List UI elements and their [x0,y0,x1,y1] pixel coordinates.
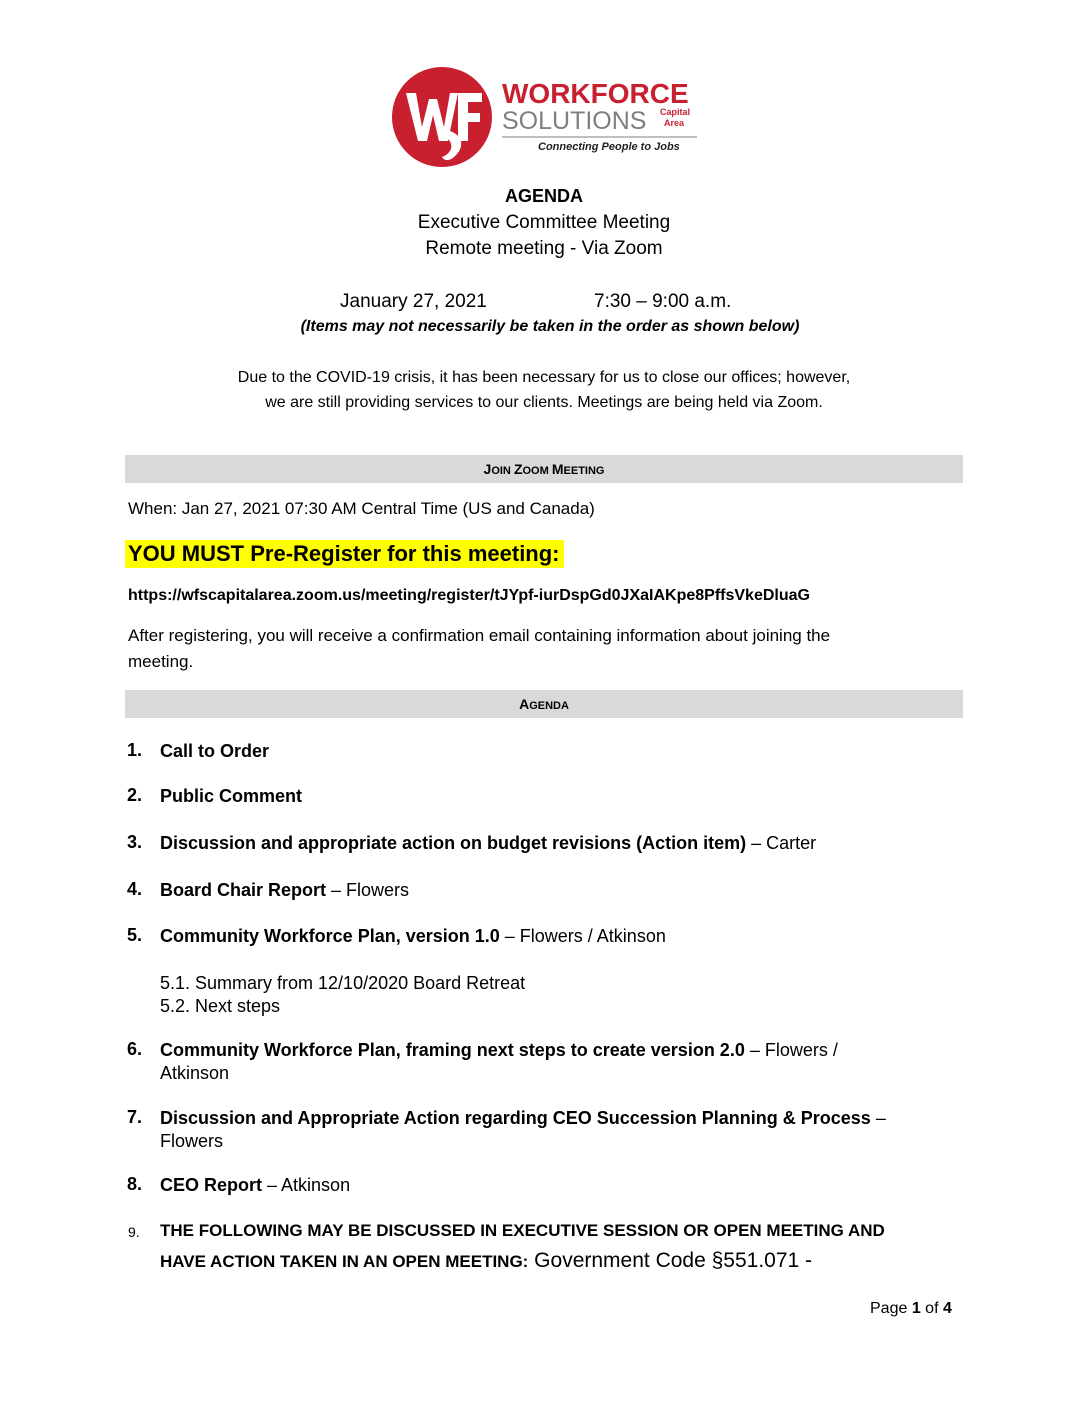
agenda-item-number: 3. [127,832,143,852]
agenda-item-number: 5. [127,925,143,945]
agenda-item: Board Chair Report – Flowers [160,880,410,900]
covid-notice-line1: Due to the COVID-19 crisis, it has been necessary for us to close our offices; however, [237,369,851,386]
agenda-item-number: 2. [127,785,143,805]
agenda-item: Discussion and Appropriate Action regarding CEO Succession Planning & Process – Flowers [160,1108,886,1151]
agenda-item-number: 6. [127,1039,143,1059]
meeting-location: Remote meeting - Via Zoom [425,238,663,259]
logo-tagline: Connecting People to Jobs [538,141,680,153]
agenda-sub-item: 5.1. Summary from 12/10/2020 Board Retreat [160,973,526,993]
order-note: (Items may not necessarily be taken in the order as shown below) [300,318,800,335]
agenda-item: Community Workforce Plan, version 1.0 – Flowers / Atkinson [160,926,666,946]
page-title: AGENDA [504,186,583,206]
agenda-item: THE FOLLOWING MAY BE DISCUSSED IN EXECUTIVE SESSION OR OPEN MEETING AND [160,1221,885,1240]
covid-notice-line2: we are still providing services to our clients. Meetings are being held via Zoom. [265,394,823,411]
agenda-item-number: 1. [127,740,143,760]
join-zoom-section-header: JOIN ZOOM MEETING [125,455,963,483]
meeting-name: Executive Committee Meeting [417,212,671,233]
page-number: Page 1 of 4 [870,1300,952,1317]
registration-info-line2: meeting. [128,652,194,671]
preregister-callout: YOU MUST Pre-Register for this meeting: [125,540,564,568]
agenda-item-number: 4. [127,879,143,899]
agenda-item: Discussion and appropriate action on budget revisions (Action item) – Carter [160,833,817,853]
agenda-item: Public Comment [160,786,303,806]
logo-region1: Capital [660,107,691,117]
meeting-date: January 27, 2021 [340,291,487,312]
agenda-item: Call to Order [160,741,270,761]
agenda-item-number: 7. [127,1107,143,1127]
agenda-item: Community Workforce Plan, framing next steps to create version 2.0 – Flowers / Atkinson [160,1040,838,1083]
agenda-item-continuation: HAVE ACTION TAKEN IN AN OPEN MEETING: Government Code §551.071 - [160,1249,813,1272]
logo-graphic [392,65,702,169]
agenda-sub-item: 5.2. Next steps [160,996,281,1016]
logo-line2: SOLUTIONS [502,107,647,135]
organization-logo [392,65,702,169]
logo-line1: WORKFORCE [502,78,689,109]
agenda-item: CEO Report – Atkinson [160,1175,351,1195]
agenda-item-number: 9. [128,1224,140,1240]
agenda-section-header: AGENDA [125,690,963,718]
logo-region2: Area [664,118,685,128]
agenda-item-number: 8. [127,1174,143,1194]
registration-info-line1: After registering, you will receive a confirmation email containing information about joining the [128,626,831,645]
meeting-time: 7:30 – 9:00 a.m. [594,291,732,312]
registration-link[interactable]: https://wfscapitalarea.zoom.us/meeting/register/tJYpf-iurDspGd0JXaIAKpe8PffsVkeDluaG [128,587,810,604]
meeting-when: When: Jan 27, 2021 07:30 AM Central Time (US and Canada) [128,499,595,518]
